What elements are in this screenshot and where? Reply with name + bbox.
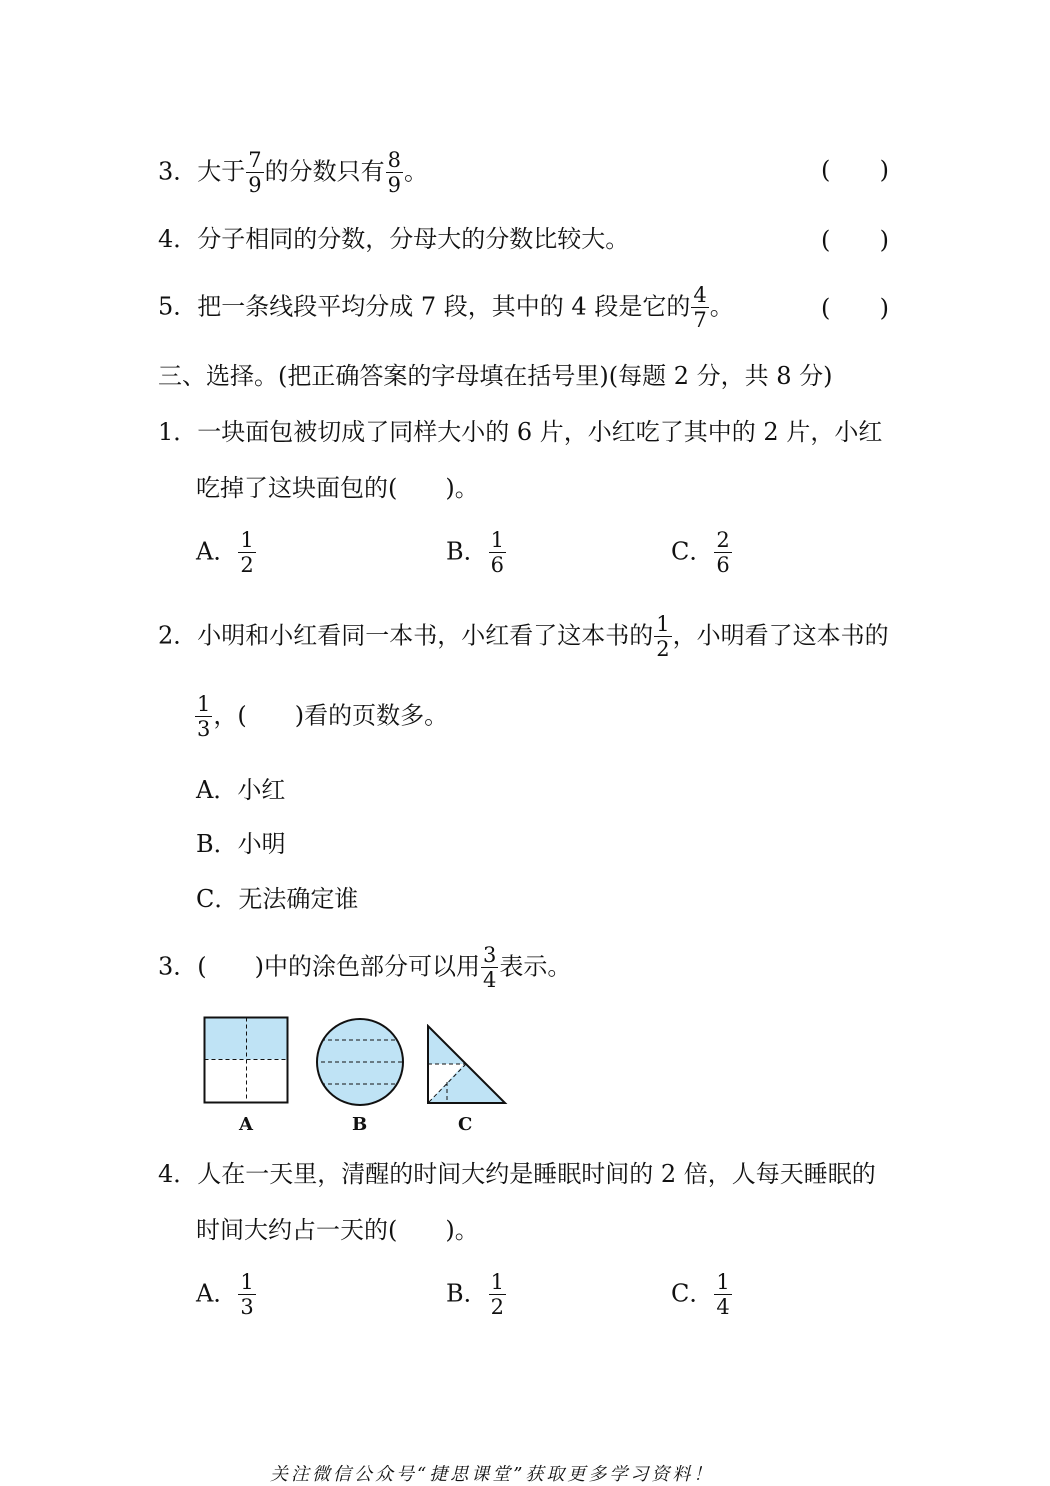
option-q1-b[interactable]: B． $\frac{1}{6}$ <box>446 528 505 577</box>
choice-question-3: 3．( )中的涂色部分可以用 $\frac{3}{4}$ 表示。 <box>158 943 572 992</box>
figure-label-c: C <box>458 1114 473 1135</box>
question-number: 3． <box>158 952 198 981</box>
figure-label-b: B <box>352 1114 368 1135</box>
section-title: 三、选择。(把正确答案的字母填在括号里)(每题 2 分，共 8 分) <box>158 362 833 390</box>
figure-triangle-c[interactable] <box>426 1024 508 1106</box>
choice-question-2-line1: 2．小明和小红看同一本书，小红看了这本书的 $\frac{1}{2}$ ，小明看了这本书的 <box>158 612 889 661</box>
judge-question-5: 5．把一条线段平均分成 7 段，其中的 4 段是它的 $\frac{4}{7}$ 。 <box>158 283 734 332</box>
fraction-3-4: $\frac{3}{4}$ <box>483 943 497 992</box>
fraction-7-9: $\frac{7}{9}$ <box>248 148 262 197</box>
choice-question-2-line2: $\frac{1}{3}$ ，( )看的页数多。 <box>197 692 449 741</box>
figure-square-a[interactable] <box>203 1016 289 1104</box>
choice-question-1-line1: 1．一块面包被切成了同样大小的 6 片，小红吃了其中的 2 片，小红 <box>158 418 883 446</box>
fraction-4-7: $\frac{4}{7}$ <box>693 283 707 332</box>
question-number: 2． <box>158 621 198 650</box>
fraction-8-9: $\frac{8}{9}$ <box>387 148 402 197</box>
option-q2-c[interactable]: C．无法确定谁 <box>196 885 359 913</box>
question-number: 4． <box>158 225 198 253</box>
option-q4-c[interactable]: C． $\frac{1}{4}$ <box>671 1270 730 1319</box>
fraction-1-3: $\frac{1}{3}$ <box>197 692 211 741</box>
option-q2-b[interactable]: B．小明 <box>196 830 286 858</box>
judge-question-3: 3．大于 $\frac{7}{9}$ 的分数只有 $\frac{8}{9}$ 。 <box>158 148 429 197</box>
option-q1-c[interactable]: C． $\frac{2}{6}$ <box>671 528 730 577</box>
judge-question-4: 4．分子相同的分数，分母大的分数比较大。 <box>158 225 630 253</box>
figure-circle-b[interactable] <box>314 1016 406 1108</box>
fraction-1-2: $\frac{1}{2}$ <box>656 612 670 661</box>
footer-promo: 关注微信公众号“捷思课堂”获取更多学习资料！ <box>270 1464 715 1485</box>
answer-paren-q4[interactable]: ( ) <box>821 226 889 254</box>
choice-question-1-line2: 吃掉了这块面包的( )。 <box>196 474 479 502</box>
figure-label-a: A <box>239 1114 253 1135</box>
question-number: 5． <box>158 292 198 321</box>
option-q2-a[interactable]: A．小红 <box>196 776 286 804</box>
answer-paren-q5[interactable]: ( ) <box>821 294 889 322</box>
choice-question-4-line1: 4．人在一天里，清醒的时间大约是睡眠时间的 2 倍，人每天睡眠的 <box>158 1160 876 1188</box>
option-q4-a[interactable]: A． $\frac{1}{3}$ <box>196 1270 254 1319</box>
question-number: 4． <box>158 1160 198 1188</box>
option-q1-a[interactable]: A． $\frac{1}{2}$ <box>196 528 254 577</box>
option-q4-b[interactable]: B． $\frac{1}{2}$ <box>446 1270 505 1319</box>
question-number: 1． <box>158 418 198 446</box>
question-number: 3． <box>158 157 198 186</box>
choice-question-4-line2: 时间大约占一天的( )。 <box>196 1216 479 1244</box>
answer-paren-q3[interactable]: ( ) <box>821 156 889 184</box>
